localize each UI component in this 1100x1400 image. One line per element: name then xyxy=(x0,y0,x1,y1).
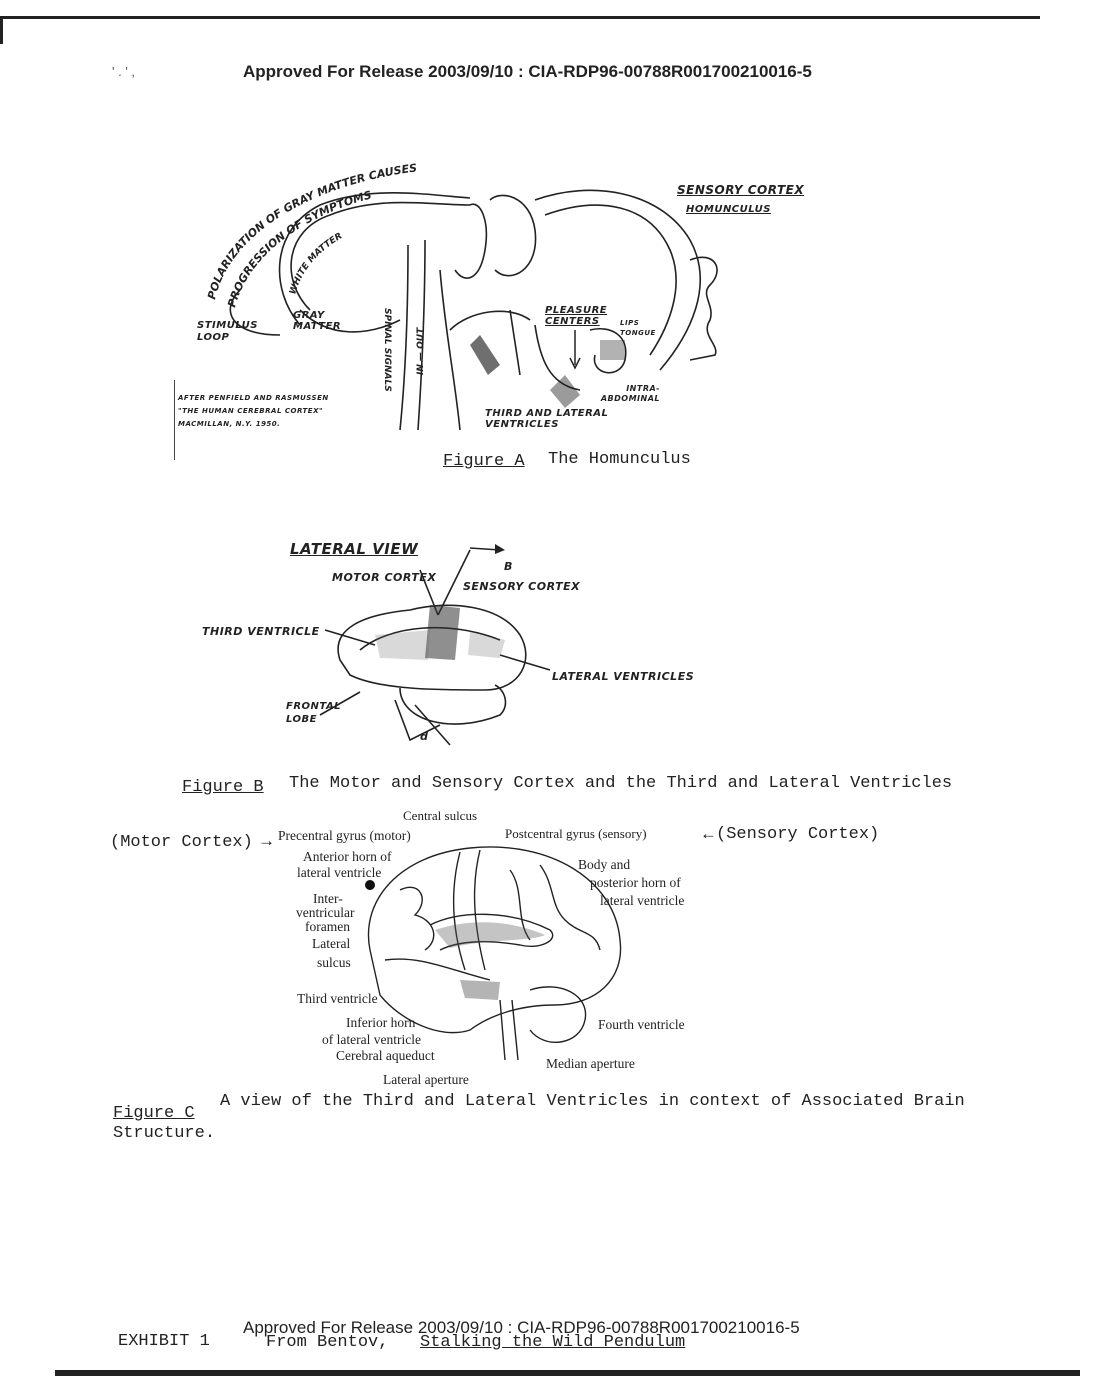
sensory-cortex-c-label: (Sensory Cortex) xyxy=(716,825,880,844)
marker-d: d xyxy=(420,730,428,743)
third-lateral-line-2: VENTRICLES xyxy=(485,419,559,430)
cerebral-aqueduct-label: Cerebral aqueduct xyxy=(336,1048,435,1063)
third-lateral-line-1: THIRD AND LATERAL xyxy=(485,408,609,419)
intra-abdominal-label: INTRA-ABDOMINAL xyxy=(600,384,660,403)
interventricular-label-3: foramen xyxy=(305,919,350,934)
release-header-top: Approved For Release 2003/09/10 : CIA-RDP96-00788R001700210016-5 xyxy=(243,62,812,81)
white-matter-label: WHITE MATTER xyxy=(288,231,345,296)
figure-b-caption-title: The Motor and Sensory Cortex and the Third and Lateral Ventricles xyxy=(289,774,953,793)
interventricular-label-2: ventricular xyxy=(296,905,355,920)
third-ventricle-b-label: THIRD VENTRICLE xyxy=(202,625,320,638)
release-footer: Approved For Release 2003/09/10 : CIA-RDP96-00788R001700210016-5 xyxy=(243,1318,800,1337)
posterior-horn-label-2: lateral ventricle xyxy=(600,893,685,908)
posterior-horn-label-1: posterior horn of xyxy=(590,875,681,890)
sensory-cortex-label: SENSORY CORTEX xyxy=(677,183,805,197)
arrow-left-icon: ← xyxy=(700,824,717,843)
figure-c-caption-title: A view of the Third and Lateral Ventricles in context of Associated Brain xyxy=(220,1092,965,1111)
homunculus-label: HOMUNCULUS xyxy=(686,204,771,215)
figure-c-caption-line-2: Structure. xyxy=(113,1124,216,1143)
top-rule-tick xyxy=(0,16,3,44)
lateral-sulcus-label-2: sulcus xyxy=(317,955,351,970)
gray-matter-label: GRAY MATTER xyxy=(293,310,342,332)
median-aperture-label: Median aperture xyxy=(546,1056,635,1071)
arc-line-2: PROGRESSION OF SYMPTOMS xyxy=(225,188,374,309)
lateral-ventricles-label: LATERAL VENTRICLES xyxy=(552,670,695,683)
lateral-aperture-label: Lateral aperture xyxy=(383,1072,469,1087)
figure-a-caption-title: The Homunculus xyxy=(548,450,691,469)
postcentral-gyrus-label: Postcentral gyrus (sensory) xyxy=(505,826,647,841)
lateral-sulcus-label-1: Lateral xyxy=(312,936,351,951)
anterior-horn-label-1: Anterior horn of xyxy=(303,849,392,864)
bottom-rule xyxy=(55,1370,1080,1376)
exhibit-label: EXHIBIT 1 xyxy=(118,1332,210,1351)
inferior-horn-label-1: Inferior horn xyxy=(346,1015,416,1030)
svg-text:POLARIZATION OF GRAY MATTER CA xyxy=(205,161,418,300)
after-penfield-text: AFTER PENFIELD AND RASMUSSEN xyxy=(178,394,329,402)
left-margin-rule xyxy=(174,380,175,460)
spinal-signals-label: SPINAL SIGNALS xyxy=(382,308,392,392)
stimulus-loop-label: STIMULUS LOOP xyxy=(197,320,258,343)
central-sulcus-label: Central sulcus xyxy=(403,808,478,823)
figure-b-caption-label: Figure B xyxy=(182,778,264,797)
third-ventricle-c-label: Third ventricle xyxy=(297,991,378,1006)
publisher-text: MACMILLAN, N.Y. 1950. xyxy=(178,420,281,428)
body-and-label: Body and xyxy=(578,857,631,872)
arc-line-1: POLARIZATION OF GRAY MATTER CAUSES xyxy=(205,161,418,301)
inferior-horn-label-2: of lateral ventricle xyxy=(322,1032,421,1047)
motor-cortex-c-label: (Motor Cortex) xyxy=(110,833,253,852)
lateral-view-title: LATERAL VIEW xyxy=(290,540,419,558)
top-rule xyxy=(0,16,1040,19)
pleasure-centers-label: PLEASURE CENTERS xyxy=(545,305,608,327)
lips-tongue-label: LIPS TONGUE xyxy=(620,319,656,337)
figure-c-caption-label: Figure C xyxy=(113,1104,195,1123)
source-title: Stalking the Wild Pendulum xyxy=(420,1333,686,1352)
arrow-right-icon: → xyxy=(258,831,275,850)
frontal-lobe-label: FRONTAL LOBE xyxy=(286,701,342,725)
corner-marks: ' . ' , xyxy=(112,64,136,79)
source-prefix: From Bentov, xyxy=(266,1333,389,1352)
precentral-gyrus-label: Precentral gyrus (motor) xyxy=(278,828,411,843)
cerebral-cortex-source: "THE HUMAN CEREBRAL CORTEX" xyxy=(178,407,324,415)
in-out-label: IN — OUT xyxy=(416,327,426,375)
figure-a-caption-label: Figure A xyxy=(443,452,525,471)
motor-cortex-label: MOTOR CORTEX xyxy=(332,571,437,584)
fourth-ventricle-label: Fourth ventricle xyxy=(598,1017,685,1032)
sensory-cortex-b-label: SENSORY CORTEX xyxy=(463,580,581,593)
marker-b: B xyxy=(504,560,513,573)
anterior-horn-label-2: lateral ventricle xyxy=(297,865,382,880)
interventricular-label-1: Inter- xyxy=(313,891,343,906)
